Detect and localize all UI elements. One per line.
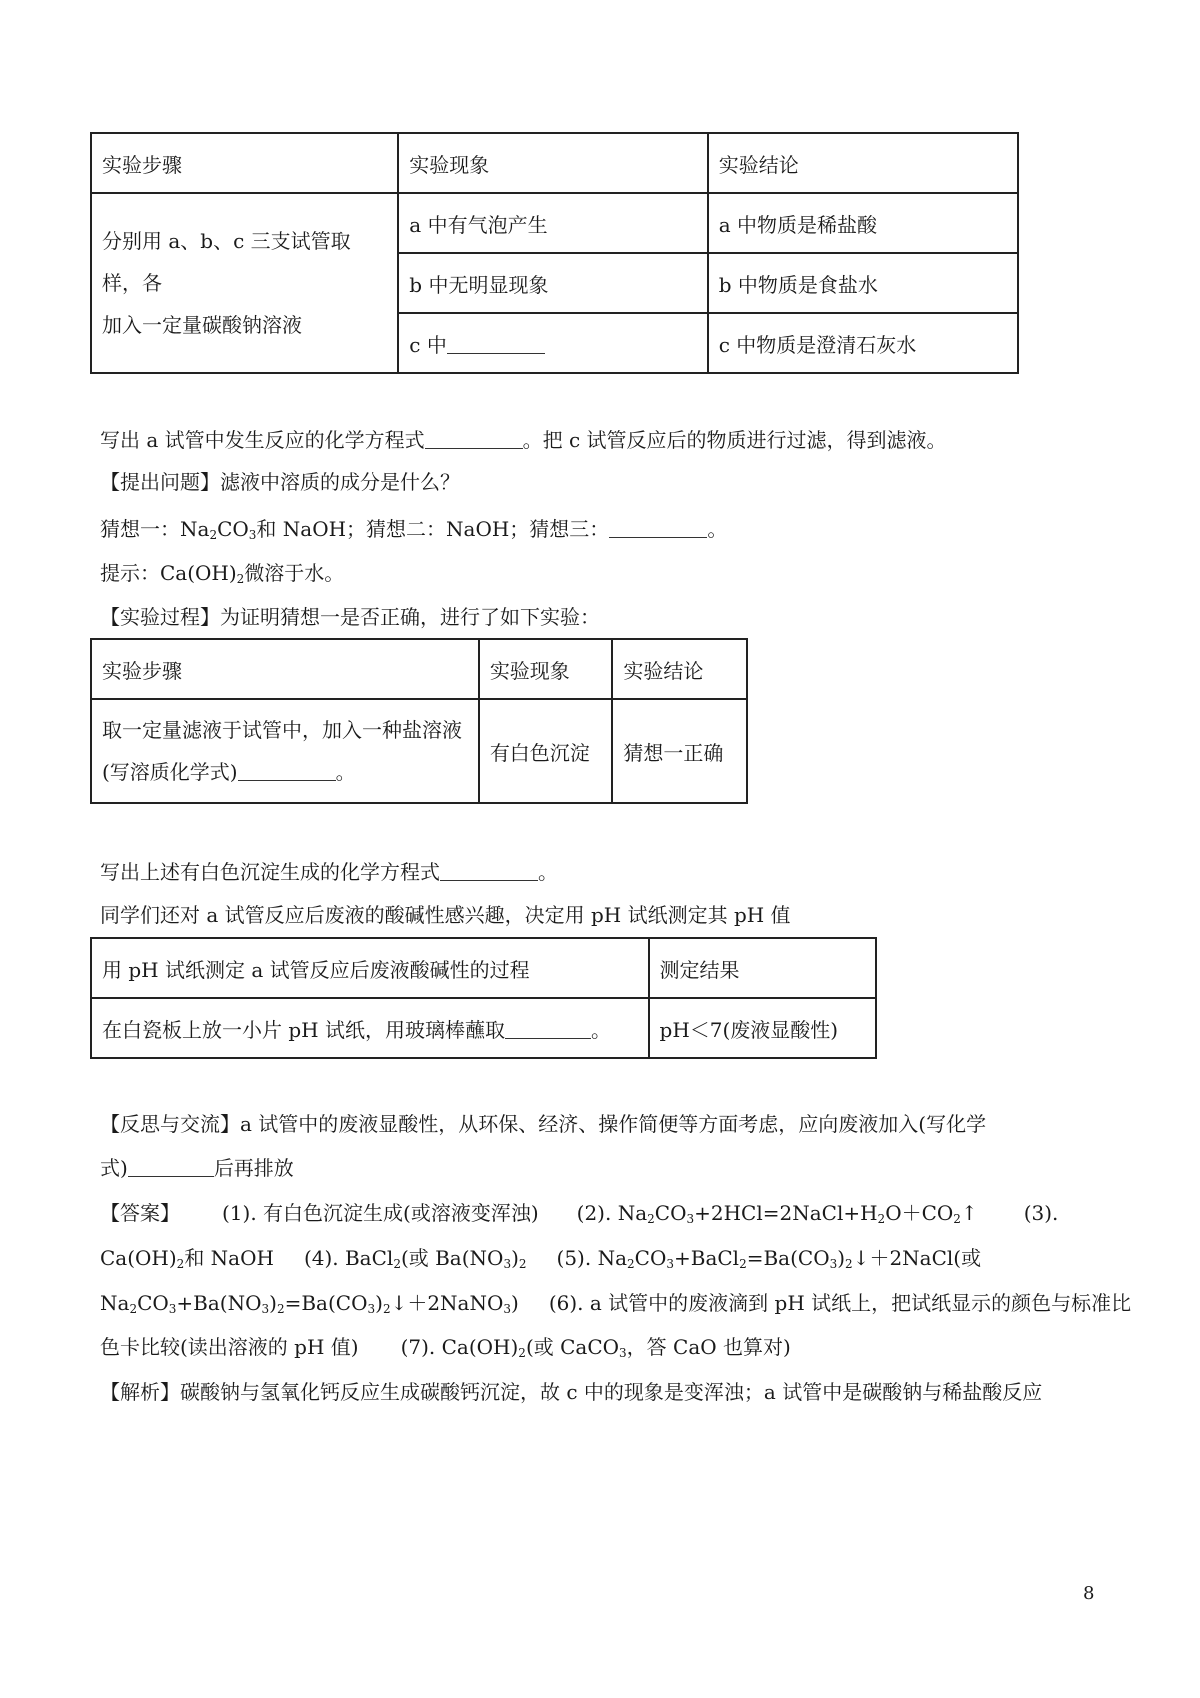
table2-step-cell: 取一定量滤液于试管中，加入一种盐溶液 (写溶质化学式) 。 (91, 699, 479, 803)
answer-line3: $Na_2CO_3+Ba(NO_3)_2=Ba(CO_3)_2↓+2NaNO_3$) (6). a 试管中的废液滴到 pH 试纸上，把试纸显示的颜色与标准比 (100, 1291, 1132, 1316)
answer-label: 【答案】 (100, 1201, 180, 1225)
table2-phenomenon: 有白色沉淀 (479, 699, 613, 803)
experiment-table-2 (90, 638, 748, 804)
table1-step-line2: 加入一定量碳酸钠溶液 (102, 313, 302, 337)
answer-blank[interactable] (505, 1018, 591, 1039)
answer-blank[interactable] (425, 428, 523, 449)
table1-conclusion-c: c 中物质是澄清石灰水 (708, 313, 1018, 373)
reflection-line1: 【反思与交流】a 试管中的废液显酸性，从环保、经济、操作简便等方面考虑，应向废液加入(写化学 (100, 1112, 987, 1136)
hypothesis-line: 猜想一：$Na_2CO_3$和 NaOH；猜想二：NaOH；猜想三： 。 (100, 517, 728, 542)
table3-process: 在白瓷板上放一小片 pH 试纸，用玻璃棒蘸取 。 (91, 998, 649, 1058)
answer-blank[interactable] (609, 517, 707, 538)
table2-header-phenomenon: 实验现象 (479, 639, 613, 699)
answer-line4: 色卡比较(读出溶液的 pH 值) (7). $Ca(OH)_2$(或 CaCO$_3$，答 CaO 也算对) (100, 1335, 791, 1360)
table2-header-step: 实验步骤 (91, 639, 479, 699)
table1-step-cell (91, 193, 398, 373)
answer-blank[interactable] (440, 860, 538, 881)
table3-header-result: 测定结果 (649, 938, 876, 998)
table1-phenomenon-b: b 中无明显现象 (398, 253, 707, 313)
answer-blank[interactable] (447, 333, 545, 354)
table1-header-conclusion: 实验结论 (708, 133, 1018, 193)
table2-header-conclusion: 实验结论 (612, 639, 747, 699)
answer-line1: 【答案】 (1). 有白色沉淀生成(或溶液变浑浊) (2). $Na_2CO_3+2HCl=2NaCl+H_2O+CO_2↑$ (3). (100, 1201, 1059, 1226)
page-number: 8 (1083, 1583, 1095, 1604)
answer-blank[interactable] (128, 1156, 214, 1177)
table1-phenomenon-c: c 中 (409, 332, 447, 357)
question-line-precipitate: 写出上述有白色沉淀生成的化学方程式 。 (100, 860, 558, 884)
table1-header-phenomenon: 实验现象 (398, 133, 707, 193)
table1-conclusion-a: a 中物质是稀盐酸 (708, 193, 1018, 253)
reflection-line2: 式) 后再排放 (100, 1156, 294, 1180)
table1-step-line1: 分别用 a、b、c 三支试管取样，各 (102, 229, 351, 295)
ph-table (90, 937, 877, 1059)
table1-conclusion-b: b 中物质是食盐水 (708, 253, 1018, 313)
ph-intro: 同学们还对 a 试管反应后废液的酸碱性感兴趣，决定用 pH 试纸测定其 pH 值 (100, 903, 791, 927)
table2-conclusion: 猜想一正确 (612, 699, 747, 803)
analysis-line: 【解析】碳酸钠与氢氧化钙反应生成碳酸钙沉淀，故 c 中的现象是变浑浊；a 试管中是碳酸钠与稀盐酸反应 (100, 1380, 1043, 1404)
table1-header-step: 实验步骤 (91, 133, 398, 193)
table1-phenomenon-c-cell (398, 313, 707, 373)
answer-blank[interactable] (238, 760, 336, 781)
question-raise: 【提出问题】滤液中溶质的成分是什么？ (100, 470, 460, 494)
experiment-process-intro: 【实验过程】为证明猜想一是否正确，进行了如下实验： (100, 605, 600, 629)
question-line-equation-a: 写出 a 试管中发生反应的化学方程式 。把 c 试管反应后的物质进行过滤，得到滤液。 (100, 428, 947, 452)
answer-line2: $Ca(OH)_2$和 NaOH (4). BaCl$_2$(或 $Ba(NO_3)_2$ (5). $Na_2CO_3+BaCl_2=Ba(CO_3)_2↓+2NaCl$(或 (100, 1246, 982, 1271)
table1-phenomenon-a: a 中有气泡产生 (398, 193, 707, 253)
table3-result: pH＜7(废液显酸性) (649, 998, 876, 1058)
experiment-table-1 (90, 132, 1019, 374)
hint-line: 提示：$Ca(OH)_2$微溶于水。 (100, 561, 345, 586)
table3-header-process: 用 pH 试纸测定 a 试管反应后废液酸碱性的过程 (91, 938, 649, 998)
